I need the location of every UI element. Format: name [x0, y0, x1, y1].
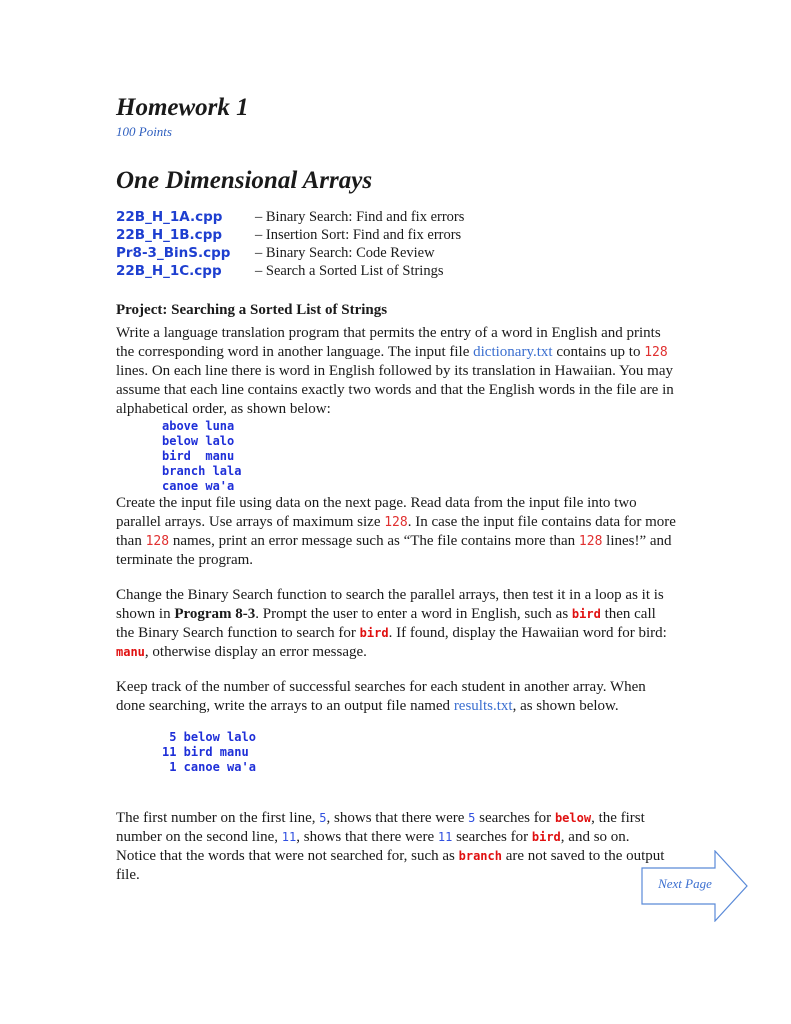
results-link[interactable]: results.txt [453, 698, 513, 714]
input-file-paragraph: Create the input file using data on the next page. Read data from the input file into two parallel arrays. Use arrays of maximum size 128. In case the input file contains data for more than 128 names, print an error message such as “The file contains more than 128 lines!” and terminate the program. [116, 495, 676, 568]
file-name[interactable]: Pr8-3_BinS.cpp [116, 245, 231, 261]
code-line: canoe wa'a [162, 479, 235, 493]
dictionary-sample [162, 419, 676, 494]
explanation-paragraph: The first number on the first line, 5, shows that there were 5 searches for below, the first number on the second line, 11, shows that there were 11 searches for bird, and so on. Notice that the words that were not searched for, such as branch are not saved to the output file. [116, 810, 665, 883]
results-paragraph: Keep track of the number of successful searches for each student in another array. When done searching, write the arrays to an output file named results.txt, as shown below. [116, 679, 646, 714]
file-description: – Binary Search: Find and fix errors [255, 209, 465, 225]
homework-title: Homework 1 [116, 94, 249, 121]
file-row [116, 208, 676, 226]
results-sample [162, 730, 676, 775]
homework-page [116, 93, 676, 885]
file-row [116, 226, 676, 244]
file-description: – Search a Sorted List of Strings [255, 263, 444, 279]
points-label: 100 Points [116, 124, 172, 139]
code-line: 11 bird manu [162, 745, 249, 759]
file-row [116, 244, 676, 262]
project-heading: Project: Searching a Sorted List of Strings [116, 302, 388, 318]
file-name[interactable]: 22B_H_1C.cpp [116, 263, 222, 279]
file-name[interactable]: 22B_H_1A.cpp [116, 209, 223, 225]
next-page-label: Next Page [658, 876, 712, 891]
file-name[interactable]: 22B_H_1B.cpp [116, 227, 223, 243]
code-line: 5 below lalo [162, 730, 256, 744]
binary-search-paragraph: Change the Binary Search function to search the parallel arrays, then test it in a loop as it is shown in Program 8-3. Prompt the user to enter a word in English, such as bird then call the Binary Search function to search for bird. If found, display the Hawaiian word for bird: manu, otherwise display an error message. [116, 587, 667, 660]
file-row [116, 262, 676, 280]
code-line: above luna [162, 419, 235, 433]
file-list [116, 208, 676, 280]
section-title: One Dimensional Arrays [116, 167, 373, 194]
code-line: 1 canoe wa'a [162, 760, 256, 774]
code-line: branch lala [162, 464, 242, 478]
intro-paragraph: Write a language translation program that permits the entry of a word in English and prints the corresponding word in another language. The input file dictionary.txt contains up to 128 lines. On each line there is word in English followed by its translation in Hawaiian. You may assume that each line contains exactly two words and that the English words in the file are in alphabetical order, as shown below: [116, 325, 674, 417]
next-page-button[interactable] [641, 850, 749, 922]
file-description: – Binary Search: Code Review [255, 245, 435, 261]
file-description: – Insertion Sort: Find and fix errors [255, 227, 462, 243]
code-line: bird manu [162, 449, 235, 463]
code-line: below lalo [162, 434, 235, 448]
dictionary-link[interactable]: dictionary.txt [473, 344, 553, 360]
